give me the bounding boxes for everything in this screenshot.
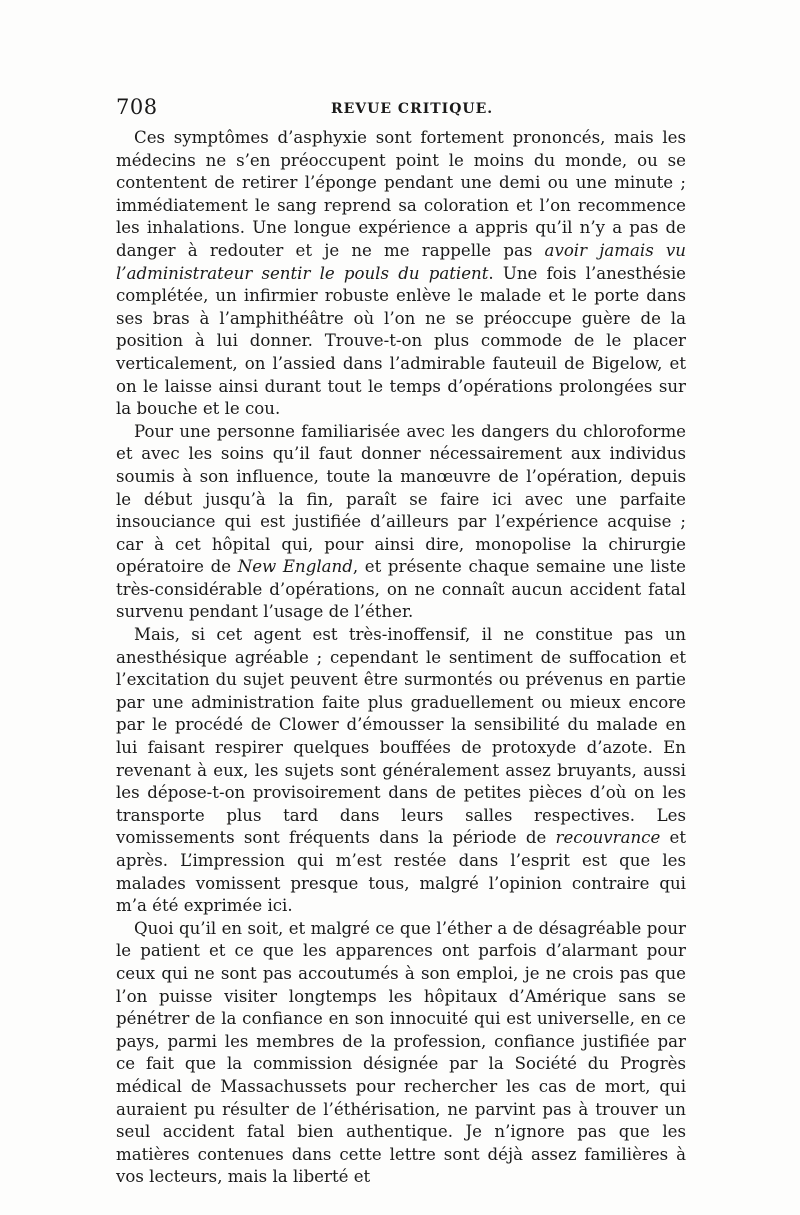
paragraph bbox=[116, 127, 686, 421]
italic-segment: New England bbox=[237, 557, 353, 577]
text-segment: . Une fois l’anesthésie complétée, un infirmier robuste enlève le malade et le porte dans ses bras à l’amphithéâtre où l’on ne se préoccupe guère de la position à lui donner. Trouve-t-on plus commode de le placer verticalement, on l’assied dans l’admirable fauteuil de Bigelow, et on le laisse ainsi durant tout le temps d’opérations prolongées sur la bouche et le cou. bbox=[116, 263, 686, 419]
text-segment: et après. L’impression qui m’est restée dans l’esprit est que les malades vomissent presque tous, malgré l’opinion contraire qui m’a été exprimée ici. bbox=[116, 828, 687, 916]
italic-segment: avoir jamais vu l’administrateur sentir le pouls du patient bbox=[116, 240, 686, 283]
italic-segment: recouvrance bbox=[555, 828, 661, 848]
text-segment: Quoi qu’il en soit, et malgré ce que l’éther a de désagréable pour le patient et ce que les apparences ont parfois d’alarmant pour ceux qui ne sont pas accoutumés à son emploi, je ne crois pas que l’on puisse visiter longtemps les hôpitaux d’Amérique sans se pénétrer de la confiance en son innocuité qui est universelle, en ce pays, parmi les membres de la profession, confiance justifiée par ce fait que la commission désignée par la Société du Progrès médical de Massachussets pour rechercher les cas de mort, qui auraient pu résulter de l’éthérisation, ne parvint pas à trouver un seul accident fatal bien authentique. Je n’ignore pas que les matières contenues dans cette lettre sont déjà assez familières à vos lecteurs, mais la liberté et bbox=[116, 918, 686, 1187]
text-segment: , et présente chaque semaine une liste très-considérable d’opérations, on ne connaît aucun accident fatal survenu pendant l’usage de l’éther. bbox=[116, 557, 686, 622]
running-title: REVUE CRITIQUE. bbox=[331, 101, 494, 117]
body-text bbox=[116, 127, 686, 1189]
text-segment: Mais, si cet agent est très-inoffensif, il ne constitue pas un anesthésique agréable ; cependant le sentiment de suffocation et l’excitation du sujet peuvent être surmontés ou prévenus en partie par une administration faite plus graduellement ou mieux encore par le procédé de Clower d’émousser la sensibilité du malade en lui faisant respirer quelques bouffées de protoxyde d’azote. En revenant à eux, les sujets sont généralement assez bruyants, aussi les dépose-t-on provisoirement dans de petites pièces d’où on les transporte plus tard dans leurs salles respectives. Les vomissements sont fréquents dans la période de bbox=[116, 625, 686, 848]
text-segment: Ces symptômes d’asphyxie sont fortement prononcés, mais les médecins ne s’en préoccupent point le moins du monde, ou se contentent de retirer l’éponge pendant une demi ou une minute ; immédiatement le sang reprend sa coloration et l’on recommence les inhalations. Une longue expérience a appris qu’il n’y a pas de danger à redouter et je ne me rappelle pas bbox=[116, 128, 686, 260]
paragraph bbox=[116, 624, 686, 918]
paragraph bbox=[116, 421, 686, 624]
paragraph bbox=[116, 918, 686, 1189]
text-segment: Pour une personne familiarisée avec les dangers du chloroforme et avec les soins qu’il faut donner nécessairement aux individus soumis à son influence, toute la manœuvre de l’opération, depuis le début jusqu’à la fin, paraît se faire ici avec une parfaite insouciance qui est justifiée d’ailleurs par l’expérience acquise ; car à cet hôpital qui, pour ainsi dire, monopolise la chirurgie opératoire de bbox=[116, 421, 686, 577]
page-number: 708 bbox=[116, 95, 158, 119]
page-header bbox=[116, 95, 688, 123]
